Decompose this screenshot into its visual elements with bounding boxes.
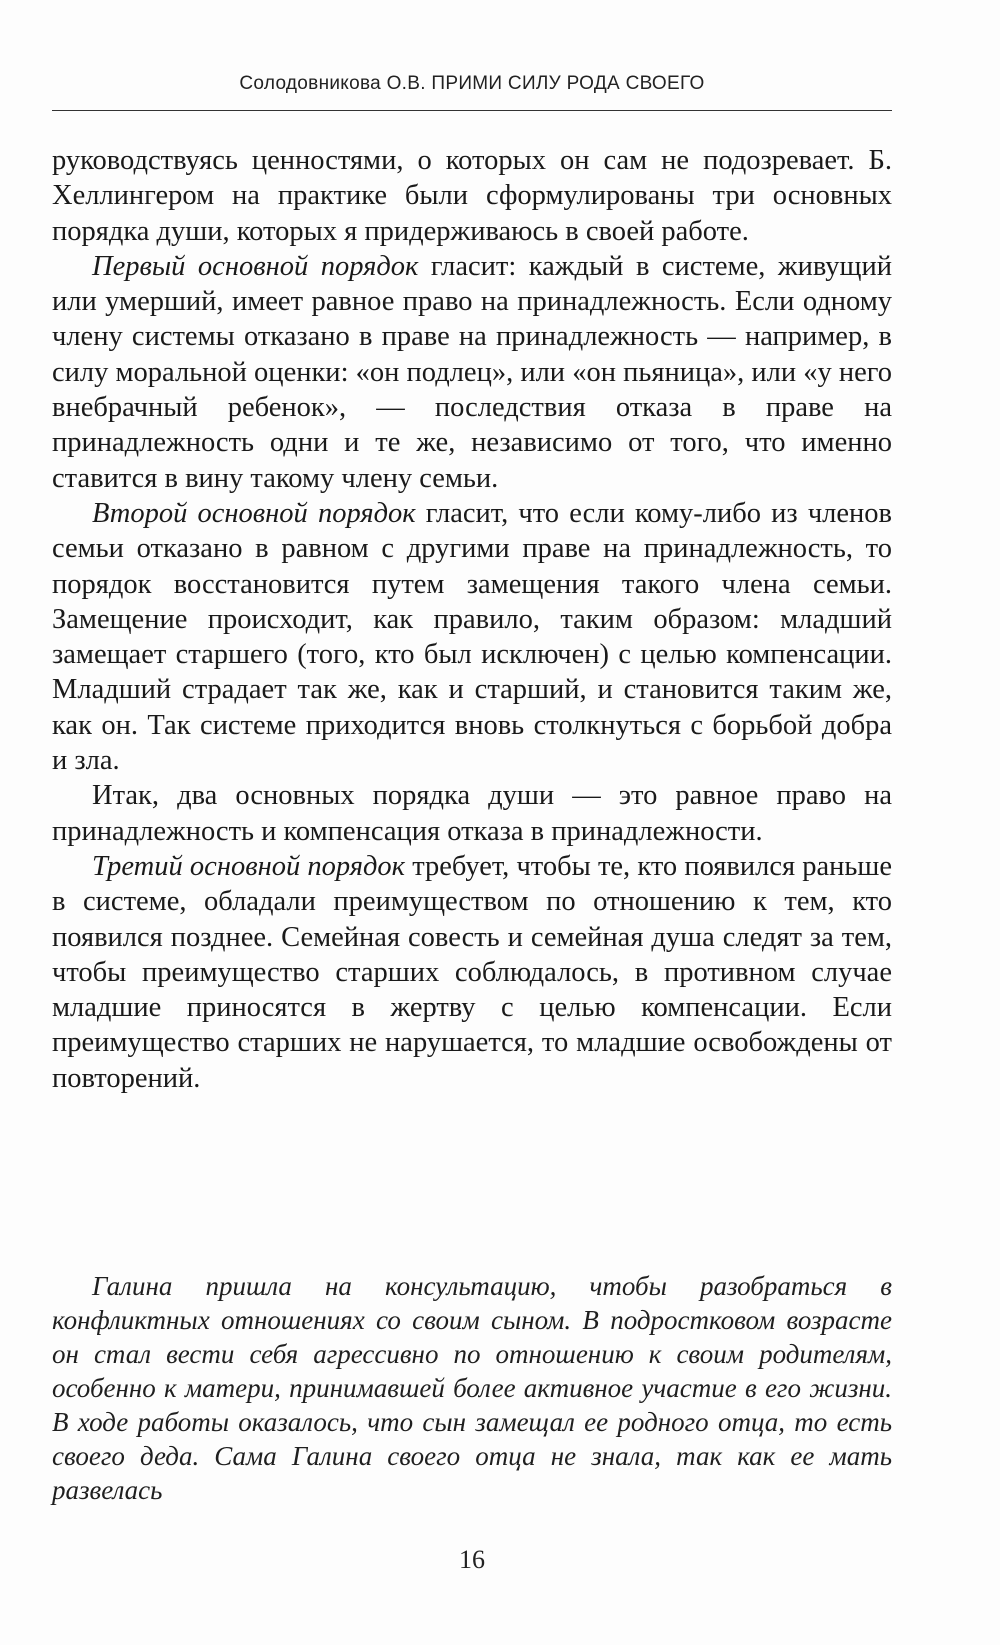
paragraph-4: Итак, два основных порядка души — это равное право на принадлежность и компенсация отказа в принадлежности. (52, 780, 892, 847)
page-number: 16 (459, 1545, 485, 1574)
header-rule (52, 110, 892, 111)
case-example-text: Галина пришла на консультацию, чтобы разобраться в конфликтных отношениях со своим сыном. В подростковом возрасте он стал вести себя агрессивно по отношению к своим родителям, особенно к матери, принимавшей более активное участие в его жизни. В ходе работы оказалось, что сын замещал ее родного отца, то есть своего деда. Сама Галина своего отца не знала, так как ее мать развелась (52, 1271, 892, 1505)
paragraph-3-text: гласит, что если кому-либо из членов семьи отказано в равном с другими праве на принадлежность, то порядок восстановится путем замещения такого члена семьи. Замещение происходит, как правило, таким образом: младший замещает старшего (того, кто был исключен) с целью компенсации. Младший страдает так же, как и старший, и становится таким же, как он. Так системе приходится вновь столкнуться с борьбой добра и зла. (52, 497, 892, 777)
case-example (52, 1269, 892, 1507)
paragraph-3 (52, 496, 892, 778)
paragraph-5 (52, 849, 892, 1096)
paragraph-5-text: требует, чтобы те, кто появился раньше в системе, обладали преимуществом по отношению к тем, кто появился позднее. Семейная совесть и семейная душа следят за тем, чтобы преимущество старших соблюдалось, в противном случае младшие приносятся в жертву с целью компенсации. Если преимущество старших не нарушается, то младшие освобождены от повторений. (52, 850, 893, 1094)
paragraph-3-italic: Второй основной порядок (92, 497, 416, 529)
paragraph-2-text: гласит: каждый в системе, живущий или умерший, имеет равное право на принадлежность. Если одному члену системы отказано в праве на принадлежность — например, в силу моральной оценки: «он подлец», или «он пьяница», или «у него внебрачный ребенок», — последствия отказа в праве на принадлежность одни и те же, независимо от того, что именно ставится в вину такому члену семьи. (52, 250, 893, 494)
running-title: Солодовникова О.В. ПРИМИ СИЛУ РОДА СВОЕГО (239, 73, 705, 94)
main-text (52, 143, 892, 1096)
paragraph-2 (52, 249, 892, 496)
paragraph-5-italic: Третий основной порядок (92, 850, 406, 882)
paragraph-1: руководствуясь ценностями, о которых он сам не подозревает. Б. Хеллингером на практике были сформулированы три основных порядка души, которых я придерживаюсь в своей работе. (52, 145, 892, 247)
paragraph-2-italic: Первый основной порядок (92, 250, 419, 282)
